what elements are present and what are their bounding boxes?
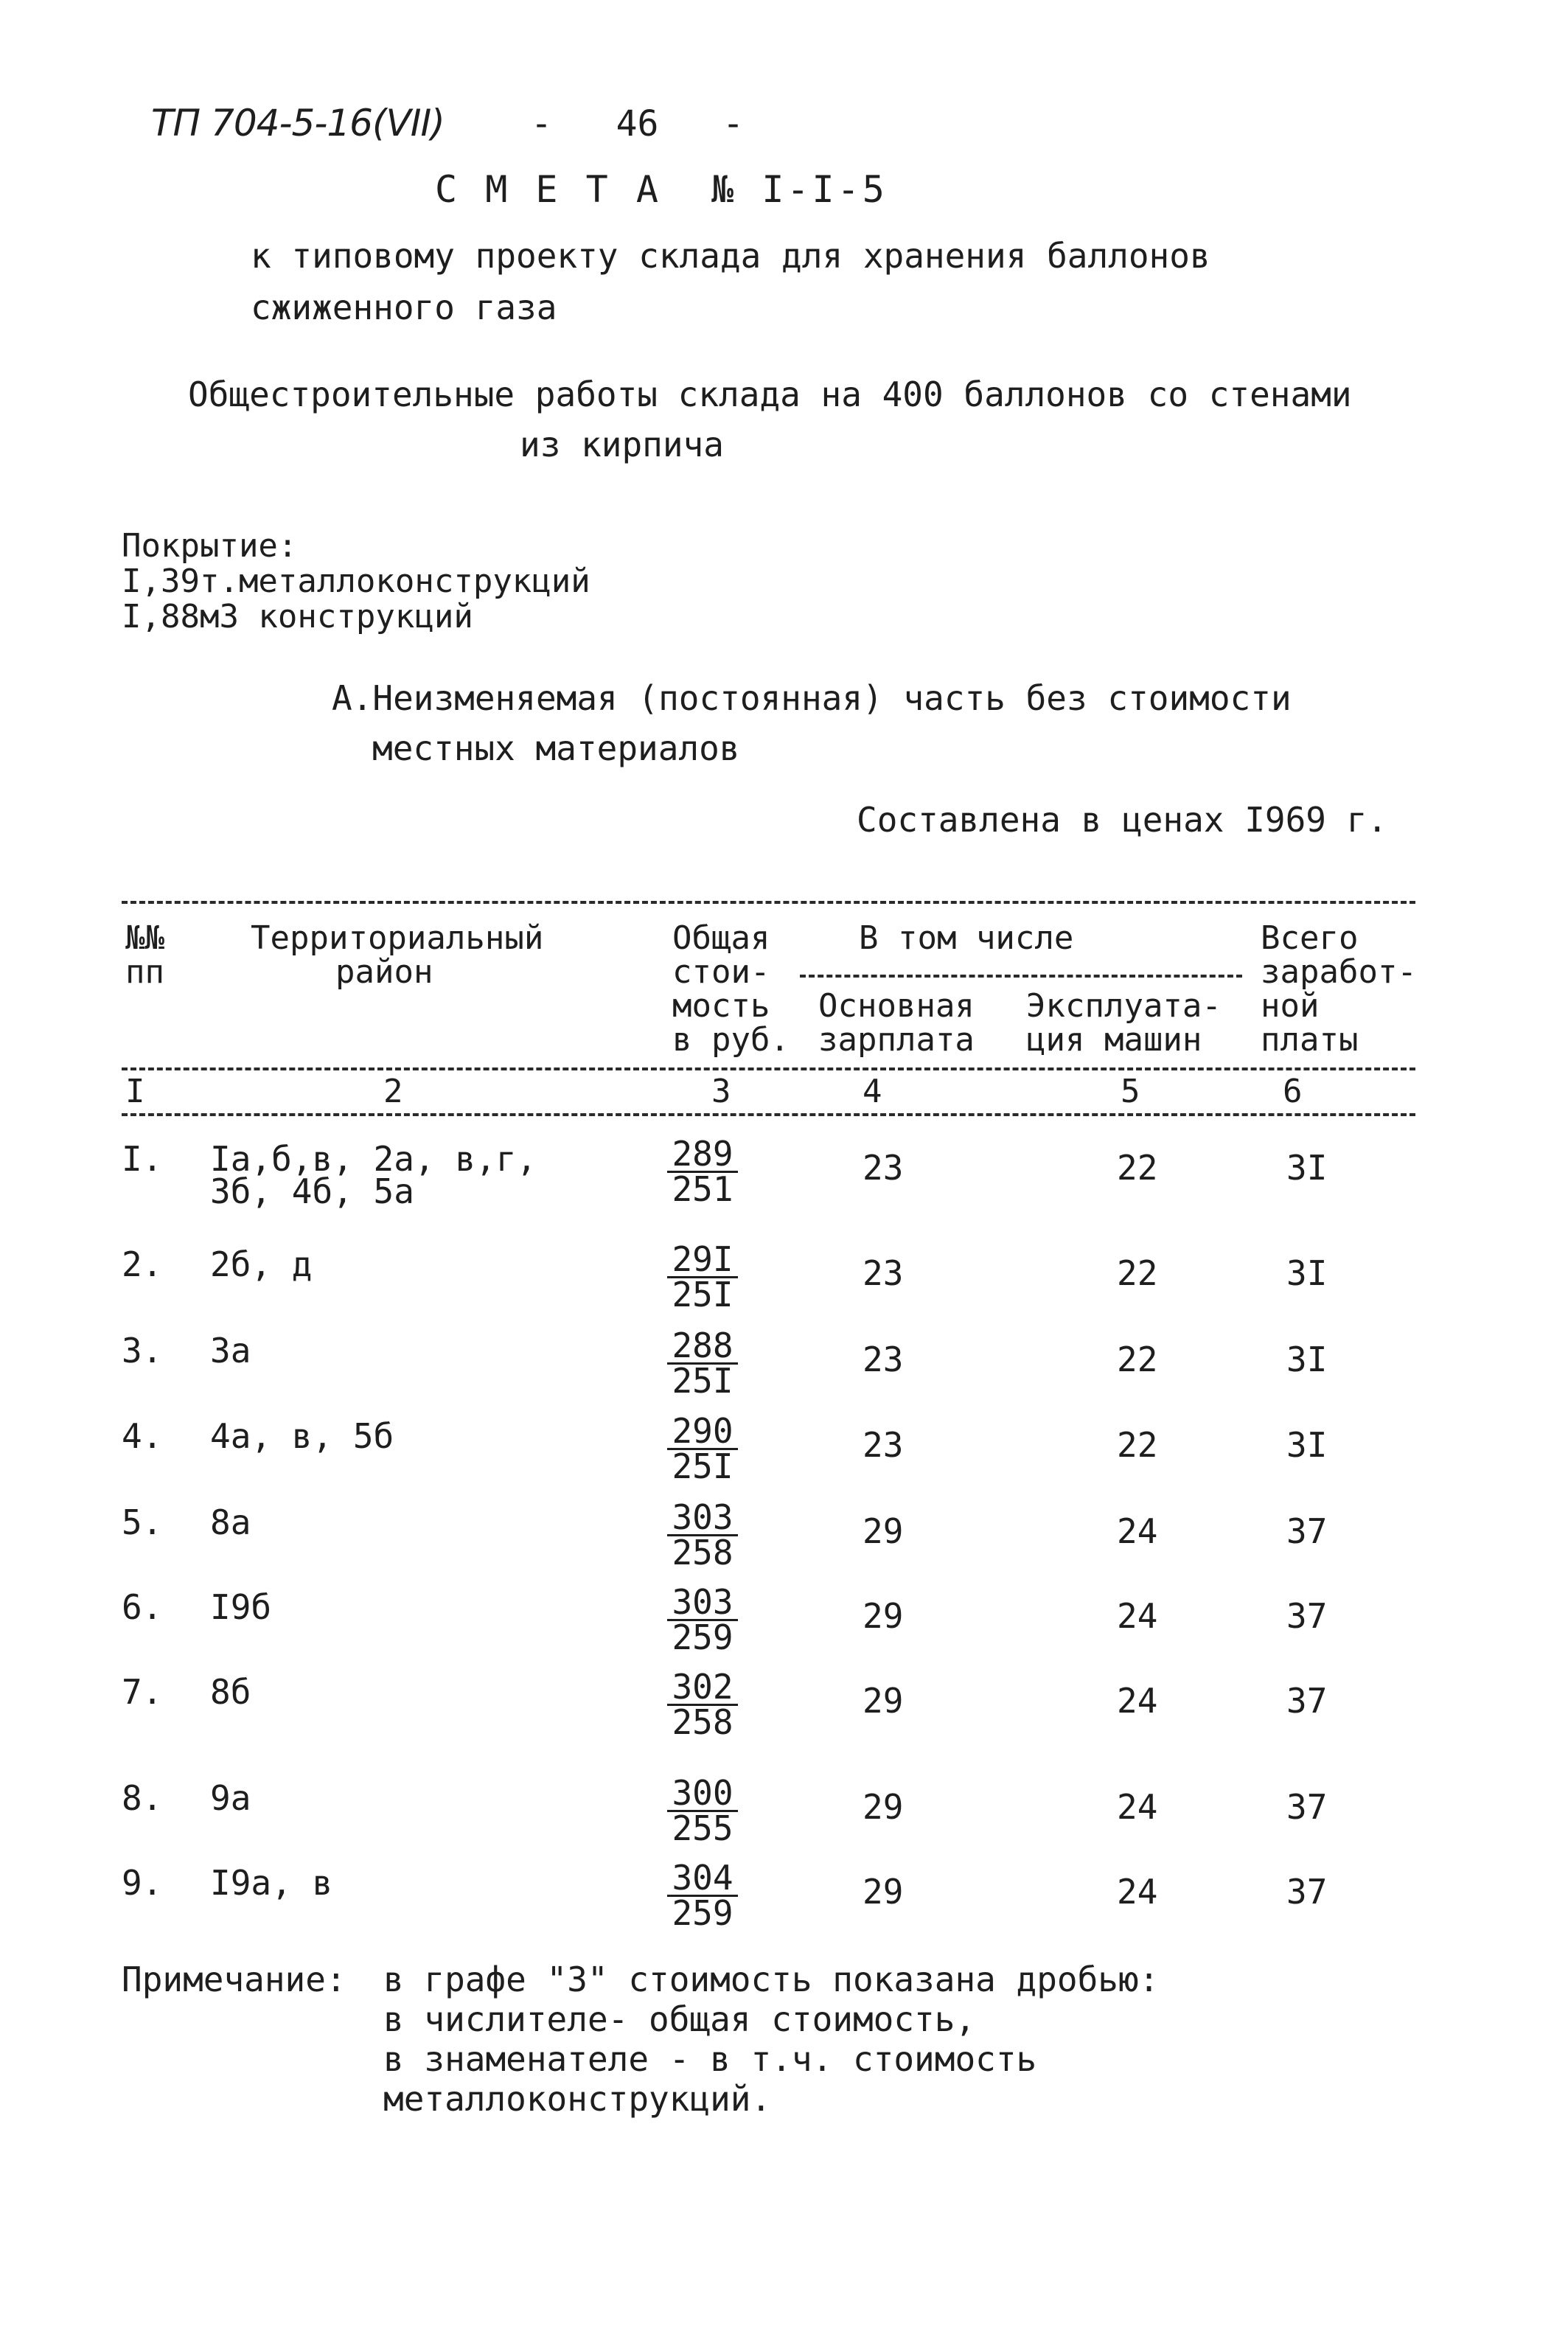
row-number: 4. xyxy=(122,1416,163,1456)
page-number: - 46 - xyxy=(531,103,744,144)
note-line-4: металлоконструкций. xyxy=(383,2079,772,2119)
col-header-machines-l2: ция машин xyxy=(1026,1021,1202,1059)
row-total-cost-numerator: 300 xyxy=(667,1777,738,1812)
col-header-region-l1: Территориальный xyxy=(251,919,544,957)
row-base-salary: 29 xyxy=(863,1787,904,1827)
column-numbers-bottom-rule xyxy=(122,1113,1415,1116)
column-number-3: 3 xyxy=(711,1073,731,1110)
row-total-cost xyxy=(667,1858,738,1933)
row-number: 9. xyxy=(122,1863,163,1903)
col-header-wages-l2: заработ- xyxy=(1261,953,1417,991)
row-total-wages: 37 xyxy=(1286,1681,1328,1721)
row-region: 2б, д xyxy=(210,1244,313,1284)
row-total-cost xyxy=(667,1326,738,1401)
row-total-cost-numerator: 303 xyxy=(667,1501,738,1536)
col-header-wages-l4: платы xyxy=(1261,1021,1359,1059)
row-total-cost-numerator: 288 xyxy=(667,1329,738,1365)
row-number: 5. xyxy=(122,1502,163,1542)
row-base-salary: 29 xyxy=(863,1681,904,1721)
row-total-cost xyxy=(667,1134,738,1209)
row-total-wages: 37 xyxy=(1286,1596,1328,1636)
row-total-wages: 3I xyxy=(1286,1148,1328,1188)
row-number: 2. xyxy=(122,1244,163,1284)
row-total-cost xyxy=(667,1582,738,1657)
row-machine-operation: 22 xyxy=(1117,1425,1158,1465)
col-header-group: В том числе xyxy=(859,919,1074,957)
section-a-title-line-1: А.Неизменяемая (постоянная) часть без стоимости xyxy=(332,678,1292,718)
row-total-wages: 3I xyxy=(1286,1253,1328,1293)
row-number: 7. xyxy=(122,1672,163,1712)
row-total-cost-denominator: 258 xyxy=(672,1702,734,1742)
row-total-cost-numerator: 289 xyxy=(667,1138,738,1173)
row-total-cost xyxy=(667,1239,738,1314)
row-region: 8а xyxy=(210,1502,251,1542)
row-total-cost-numerator: 304 xyxy=(667,1861,738,1897)
col-header-total-l3: мость xyxy=(672,987,770,1025)
row-base-salary: 29 xyxy=(863,1511,904,1551)
column-number-4: 4 xyxy=(863,1073,882,1110)
row-total-cost-numerator: 302 xyxy=(667,1671,738,1706)
row-base-salary: 23 xyxy=(863,1148,904,1188)
row-total-wages: 37 xyxy=(1286,1787,1328,1827)
row-region: I9а, в xyxy=(210,1863,333,1903)
row-total-cost-denominator: 25I xyxy=(672,1361,734,1401)
document-code: ТП 704-5-16(VII) xyxy=(151,102,445,144)
row-region: 3а xyxy=(210,1331,251,1370)
row-number: 3. xyxy=(122,1331,163,1370)
row-base-salary: 29 xyxy=(863,1872,904,1912)
col-header-salary-l2: зарплата xyxy=(818,1021,975,1059)
col-header-total-l2: стои- xyxy=(672,953,770,991)
project-subtitle-line-1: к типовому проекту склада для хранения баллонов xyxy=(251,236,1210,276)
row-total-cost xyxy=(667,1667,738,1742)
col-header-wages-l1: Всего xyxy=(1261,919,1359,957)
col-header-region-l2: район xyxy=(335,953,433,991)
row-machine-operation: 24 xyxy=(1117,1596,1158,1636)
column-number-6: 6 xyxy=(1283,1073,1303,1110)
row-region: 4а, в, 5б xyxy=(210,1416,394,1456)
row-total-cost-denominator: 258 xyxy=(672,1533,734,1572)
col-header-salary-l1: Основная xyxy=(818,987,975,1025)
note-line-3: в знаменателе - в т.ч. стоимость xyxy=(383,2039,1037,2079)
col-header-machines-l1: Эксплуата- xyxy=(1026,987,1222,1025)
document-title: С М Е Т А № I-I-5 xyxy=(435,168,888,211)
row-region: I9б xyxy=(210,1587,272,1627)
table-top-rule xyxy=(122,901,1415,904)
row-base-salary: 23 xyxy=(863,1253,904,1293)
row-machine-operation: 22 xyxy=(1117,1148,1158,1188)
note-line-1: в графе "3" стоимость показана дробью: xyxy=(383,1960,1160,1999)
column-numbers-top-rule xyxy=(122,1067,1415,1070)
row-total-cost-numerator: 290 xyxy=(667,1415,738,1450)
row-base-salary: 23 xyxy=(863,1425,904,1465)
row-total-wages: 37 xyxy=(1286,1511,1328,1551)
row-total-cost-numerator: 303 xyxy=(667,1586,738,1621)
col-header-total-l4: в руб. xyxy=(672,1021,790,1059)
row-region: 8б xyxy=(210,1672,251,1712)
row-total-wages: 3I xyxy=(1286,1340,1328,1379)
column-number-5: 5 xyxy=(1121,1073,1140,1110)
row-total-cost xyxy=(667,1411,738,1486)
row-total-cost-denominator: 25I xyxy=(672,1446,734,1486)
row-number: 8. xyxy=(122,1778,163,1818)
prices-year-note: Составлена в ценах I969 г. xyxy=(857,800,1388,840)
col-header-num-l1: №№ xyxy=(125,919,164,957)
row-total-cost-numerator: 29I xyxy=(667,1243,738,1278)
row-machine-operation: 22 xyxy=(1117,1340,1158,1379)
row-total-cost xyxy=(667,1497,738,1572)
row-total-cost-denominator: 259 xyxy=(672,1617,734,1657)
row-total-cost-denominator: 259 xyxy=(672,1893,734,1933)
work-description-line-2: из кирпича xyxy=(520,425,724,464)
section-a-title-line-2: местных материалов xyxy=(372,728,740,768)
row-base-salary: 29 xyxy=(863,1596,904,1636)
coverage-label: Покрытие: xyxy=(122,527,298,565)
row-region: 9а xyxy=(210,1778,251,1818)
row-region: Iа,б,в, 2а, в,г, xyxy=(210,1139,537,1179)
col-header-wages-l3: ной xyxy=(1261,987,1320,1025)
row-machine-operation: 24 xyxy=(1117,1511,1158,1551)
row-total-cost-denominator: 255 xyxy=(672,1808,734,1848)
row-machine-operation: 24 xyxy=(1117,1872,1158,1912)
row-machine-operation: 24 xyxy=(1117,1787,1158,1827)
col-header-total-l1: Общая xyxy=(672,919,770,957)
row-number: 6. xyxy=(122,1587,163,1627)
row-total-cost xyxy=(667,1773,738,1848)
row-base-salary: 23 xyxy=(863,1340,904,1379)
row-total-wages: 37 xyxy=(1286,1872,1328,1912)
project-subtitle-line-2: сжиженного газа xyxy=(251,288,557,327)
note-label: Примечание: xyxy=(122,1960,346,1999)
coverage-constructions: I,88м3 конструкций xyxy=(122,598,473,635)
row-total-cost-denominator: 25I xyxy=(672,1275,734,1314)
note-line-2: в числителе- общая стоимость, xyxy=(383,1999,976,2039)
column-number-1: I xyxy=(125,1073,145,1110)
group-header-rule xyxy=(800,975,1242,978)
col-header-num-l2: пп xyxy=(125,953,164,991)
row-total-wages: 3I xyxy=(1286,1425,1328,1465)
row-region-continued: 3б, 4б, 5а xyxy=(210,1171,414,1211)
work-description-line-1: Общестроительные работы склада на 400 баллонов со стенами xyxy=(188,375,1352,414)
row-total-cost-denominator: 251 xyxy=(672,1169,734,1209)
row-machine-operation: 24 xyxy=(1117,1681,1158,1721)
coverage-metal: I,39т.металлоконструкций xyxy=(122,563,590,600)
row-number: I. xyxy=(122,1139,163,1179)
row-machine-operation: 22 xyxy=(1117,1253,1158,1293)
column-number-2: 2 xyxy=(383,1073,403,1110)
